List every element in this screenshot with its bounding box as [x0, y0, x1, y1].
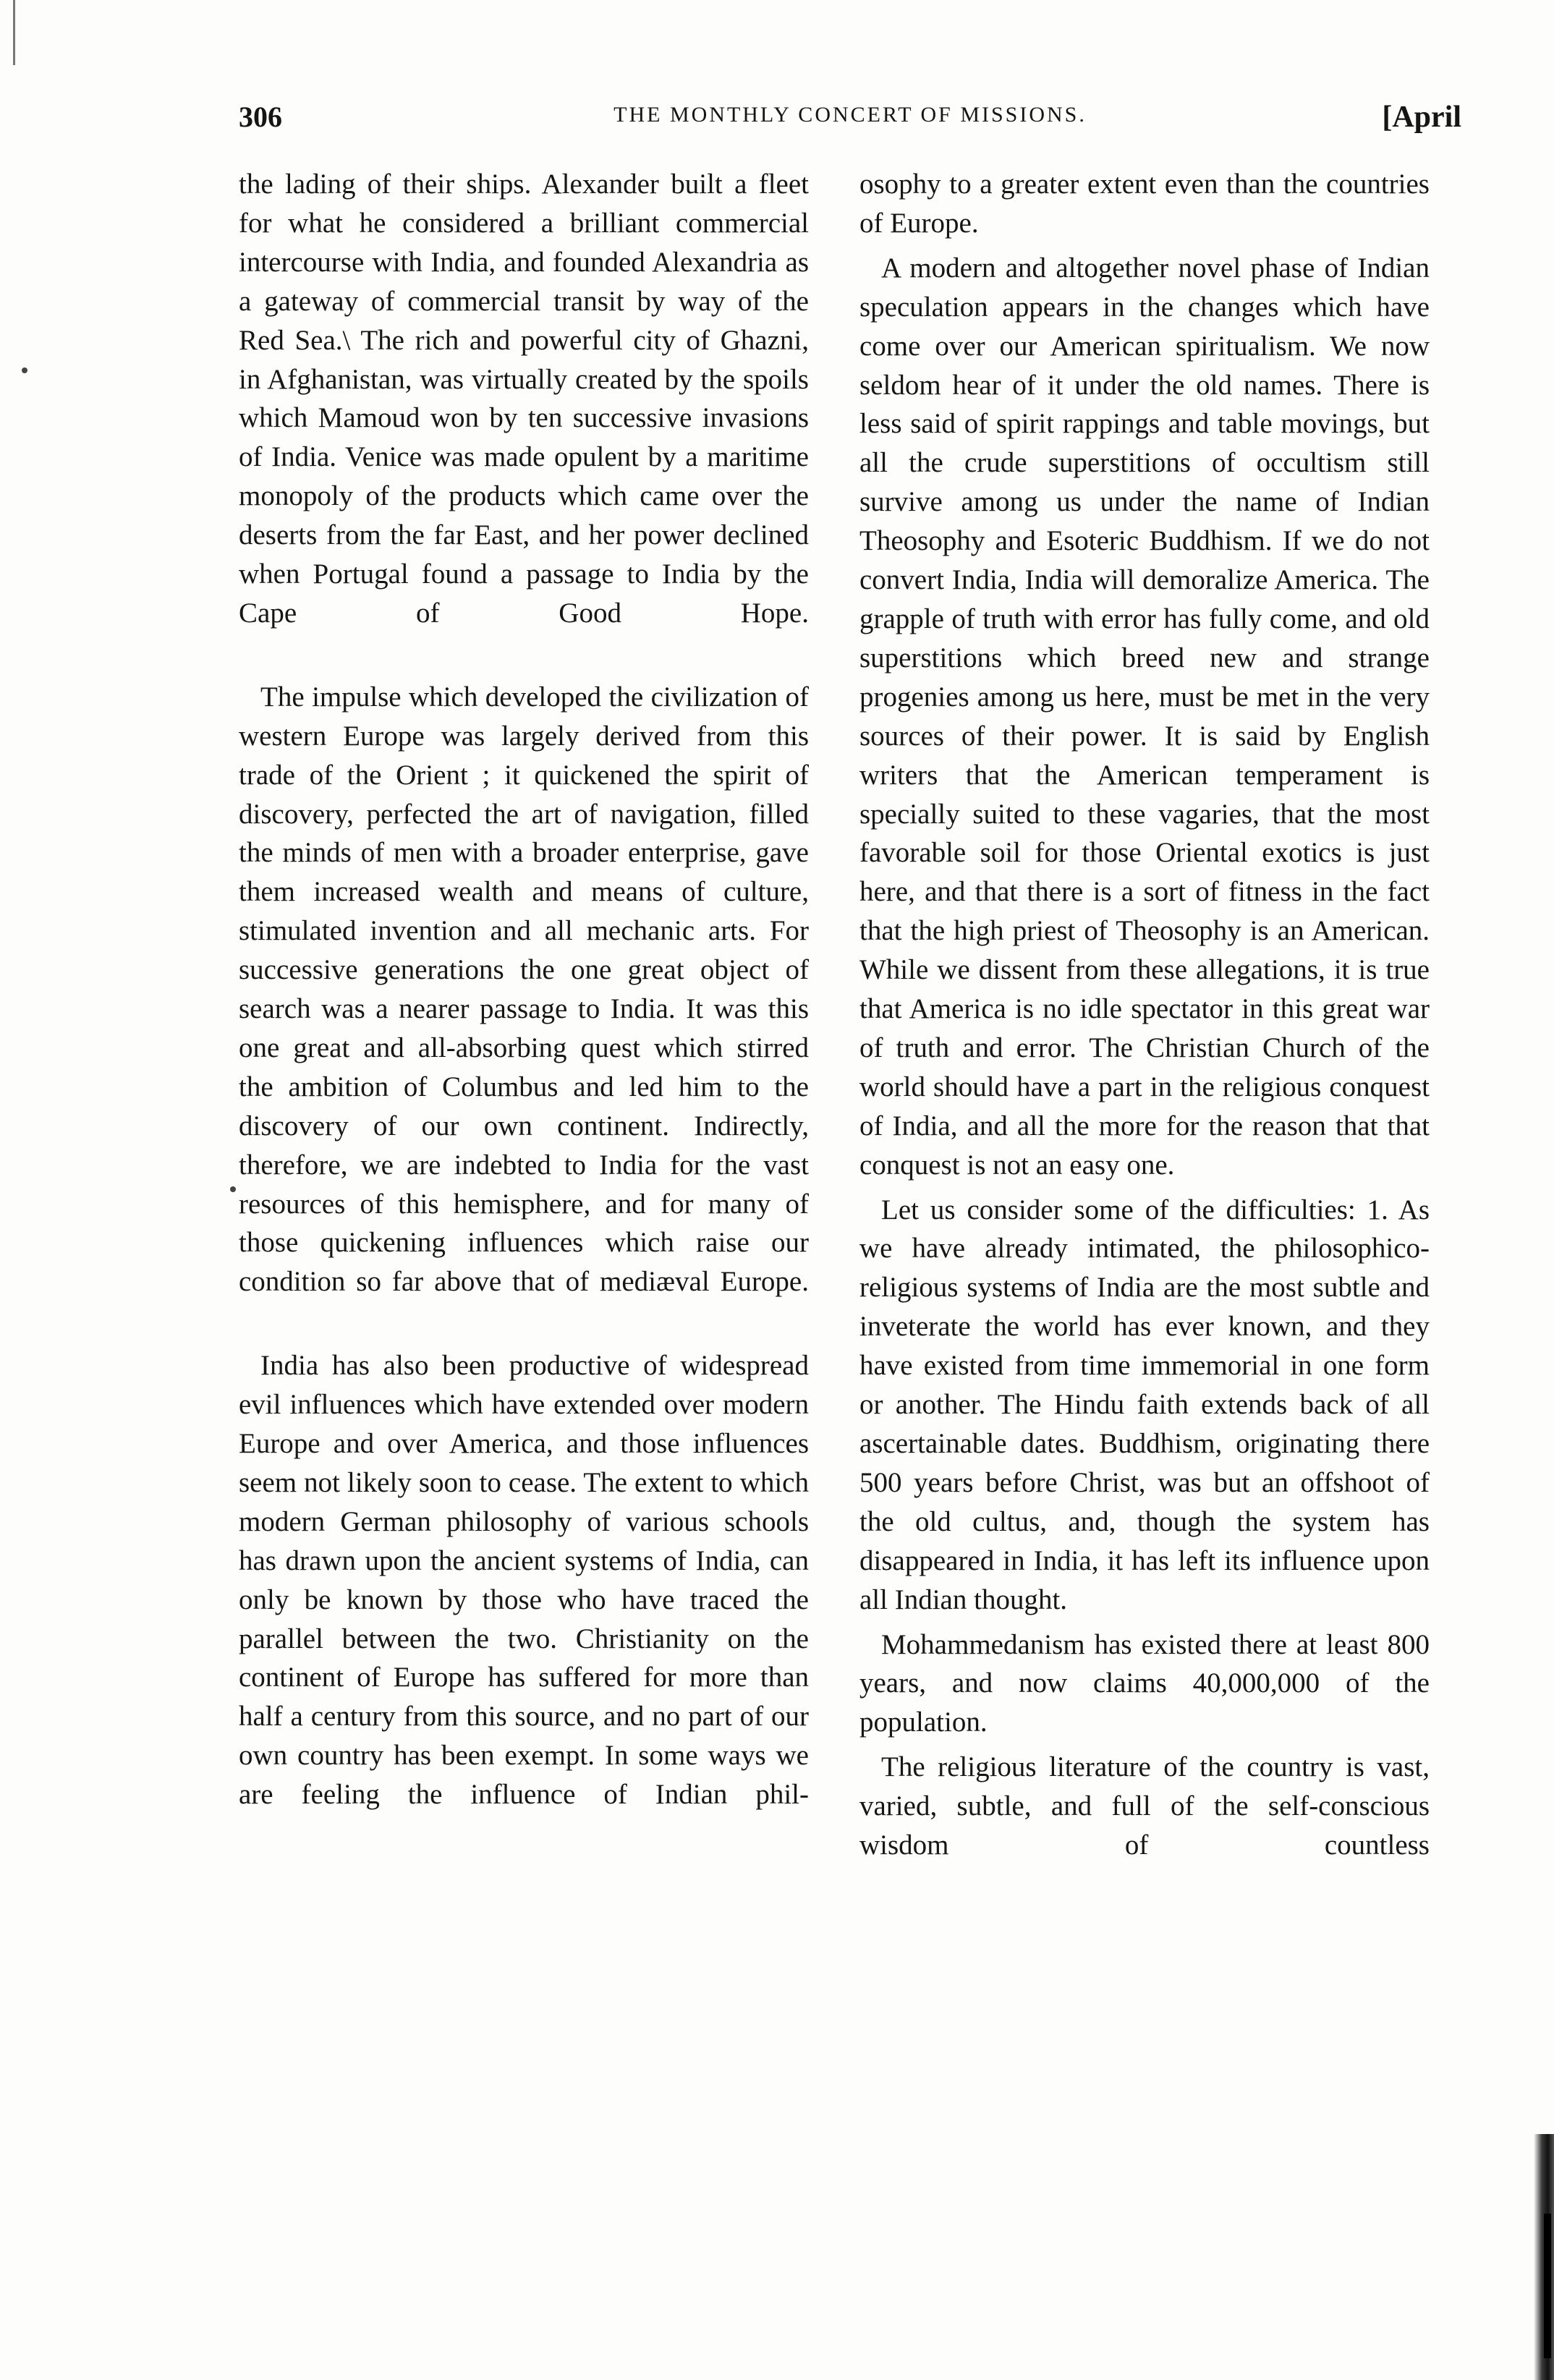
paragraph: Mohammedanism has existed there at least 800 years, and now claims 40,000,000 of the population. — [859, 1628, 1430, 1738]
header-month: [April — [1382, 101, 1461, 134]
paragraph: the lading of their ships. Alexander built a fleet for what he considered a brilliant commercial intercourse with India, and founded Alexandria as a gateway of commercial transit by way of the Red Sea.\ The rich and powerful city of Ghazni, in Afghanistan, was virtually created by the spoils which Mamoud won by ten successive invasions of India. Venice was made opulent by a maritime monopoly of the products which came over the deserts from the far East, and her power declined when Portugal found a passage to India by the Cape of Good Hope. — [239, 169, 809, 629]
paragraph: A modern and altogether novel phase of Indian speculation appears in the changes which have come over our American spiritualism. We now seldom hear of it under the old names. There is less said of spirit rappings and table movings, but all the crude superstitions of occultism still survive among us under the name of Indian Theosophy and Esoteric Buddhism. If we do not convert India, India will demoralize America. The grapple of truth with error has fully come, and old superstitions which breed new and strange progenies among us here, must be met in the very sources of their power. It is said by English writers that the American temperament is specially suited to these vagaries, that the most favorable soil for those Oriental exotics is just here, and that there is a sort of fitness in the fact that the high priest of Theosophy is an American. While we dissent from these allegations, it is true that America is no idle spectator in this great war of truth and error. The Christian Church of the world should have a part in the religious conquest of India, and all the more for the reason that that conquest is not an easy one. — [859, 252, 1430, 1181]
binding-edge — [1544, 2214, 1551, 2358]
paragraph: osophy to a greater extent even than the countries of Europe. — [859, 169, 1430, 239]
page-header — [239, 100, 1461, 136]
right-column — [859, 165, 1430, 1904]
scan-edge-mark — [13, 0, 15, 65]
scan-speck — [230, 1186, 236, 1192]
page-number: 306 — [239, 101, 282, 133]
scan-speck — [22, 367, 27, 373]
paragraph: The religious literature of the country is vast, varied, subtle, and full of the self-conscious wisdom of countless — [859, 1751, 1430, 1861]
paragraph: India has also been productive of widespread evil influences which have extended over modern Europe and over America, and those influences seem not likely soon to cease. The extent to which modern German philosophy of various schools has drawn upon the ancient systems of India, can only be known by those who have traced the parallel between the two. Christianity on the continent of Europe has suffered for more than half a century from this source, and no part of our own country has been exempt. In some ways we are feeling the influence of Indian phil- — [239, 1350, 809, 1811]
paragraph: Let us consider some of the difficulties: 1. As we have already intimated, the philosophico-religious systems of India are the most subtle and inveterate the world has ever known, and they have existed from time immemorial in one form or another. The Hindu faith extends back of all ascertainable dates. Buddhism, originating there 500 years before Christ, was but an offshoot of the old cultus, and, though the system has disappeared in India, it has left its influence upon all Indian thought. — [859, 1194, 1430, 1615]
left-column — [239, 165, 809, 1853]
paragraph: The impulse which developed the civilization of western Europe was largely derived from this trade of the Orient ; it quickened the spirit of discovery, perfected the art of navigation, filled the minds of men with a broader enterprise, gave them increased wealth and means of culture, stimulated invention and all mechanic arts. For successive generations the one great object of search was a nearer passage to India. It was this one great and all-absorbing quest which stirred the ambition of Columbus and led him to the discovery of our own continent. Indirectly, therefore, we are indebted to India for the vast resources of this hemisphere, and for many of those quickening influences which raise our condition so far above that of mediæval Europe. — [239, 681, 809, 1298]
running-title: THE MONTHLY CONCERT OF MISSIONS. — [613, 103, 1087, 127]
